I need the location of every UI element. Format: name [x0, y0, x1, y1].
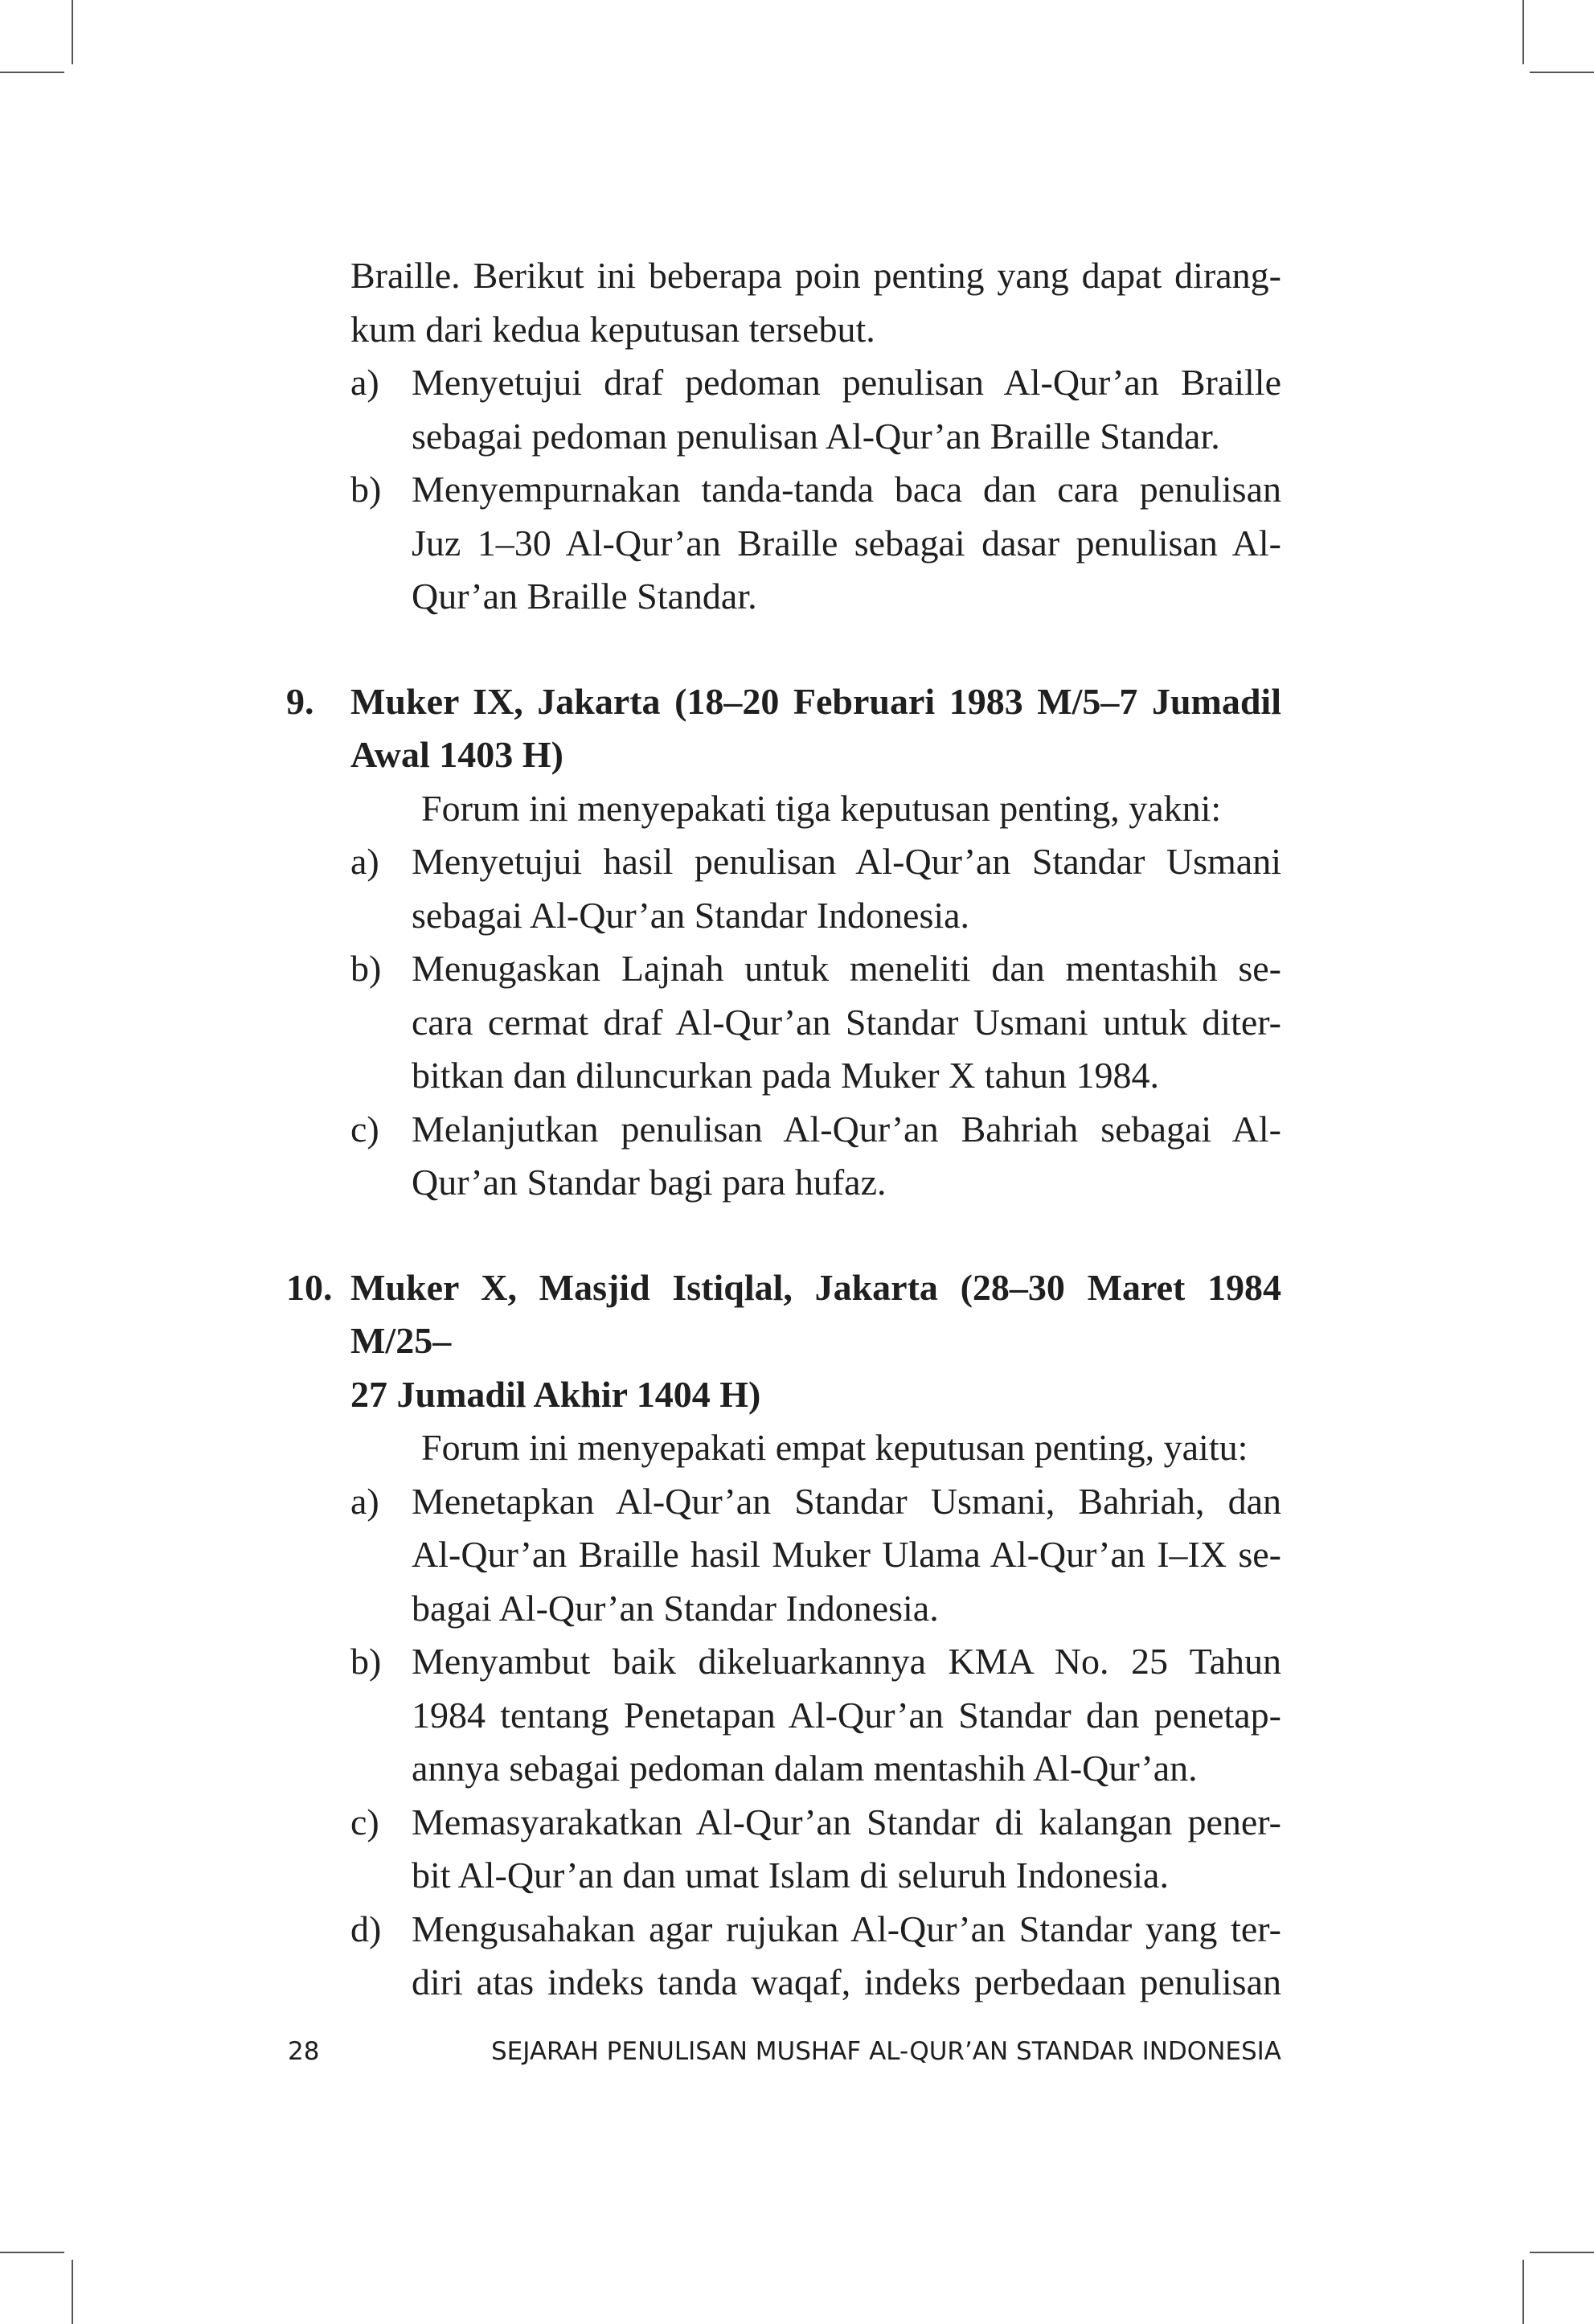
text-line: Qur’an Standar bagi para hufaz.	[412, 1162, 887, 1203]
text-line: Menetapkan Al-Qur’an Standar Usmani, Bahriah, dan	[412, 1480, 1281, 1522]
list-item	[350, 1475, 1281, 1636]
text-line: Braille. Berikut ini beberapa poin penting yang dapat dirang-	[350, 255, 1281, 296]
section-title: 27 Jumadil Akhir 1404 H)	[350, 1373, 761, 1415]
text-line: Menyempurnakan tanda-tanda baca dan cara penulisan	[412, 469, 1281, 510]
text-line: Menyetujui hasil penulisan Al-Qur’an Standar Usmani	[412, 841, 1281, 882]
list-item	[350, 1796, 1281, 1903]
text-line: Menugaskan Lajnah untuk meneliti dan mentashih se-	[412, 948, 1281, 989]
list-marker: c)	[350, 1801, 379, 1842]
section-number: 9.	[286, 680, 314, 722]
crop-mark	[1530, 2252, 1594, 2253]
text-line: bitkan dan diluncurkan pada Muker X tahun 1984.	[412, 1055, 1159, 1096]
text-line: Qur’an Braille Standar.	[412, 576, 757, 617]
section-10	[286, 1261, 1281, 2010]
text-line: kum dari kedua keputusan tersebut.	[350, 308, 875, 350]
text-line: sebagai pedoman penulisan Al-Qur’an Braille Standar.	[412, 415, 1220, 457]
text-line: Melanjutkan penulisan Al-Qur’an Bahriah sebagai Al-	[412, 1108, 1281, 1150]
list-item	[350, 1103, 1281, 1210]
list-item	[350, 1635, 1281, 1796]
text-line: annya sebagai pedoman dalam mentashih Al-Qur’an.	[412, 1748, 1198, 1789]
text-line: Al-Qur’an Braille hasil Muker Ulama Al-Qur’an I–IX se-	[412, 1534, 1281, 1575]
list-item	[350, 942, 1281, 1103]
text-line: Menyetujui draf pedoman penulisan Al-Qur’an Braille	[412, 362, 1281, 403]
list-marker: a)	[350, 1480, 379, 1522]
intro-paragraph	[350, 249, 1281, 356]
section-9	[286, 675, 1281, 1210]
list-marker: a)	[350, 362, 379, 403]
text-line: Menyambut baik dikeluarkannya KMA No. 25 Tahun	[412, 1641, 1281, 1682]
crop-mark	[0, 72, 64, 73]
crop-mark	[0, 2252, 64, 2253]
text-line: 1984 tentang Penetapan Al-Qur’an Standar dan penetap-	[412, 1694, 1281, 1736]
text-line: bit Al-Qur’an dan umat Islam di seluruh Indonesia.	[412, 1855, 1169, 1896]
text-line: diri atas indeks tanda waqaf, indeks perbedaan penulisan	[412, 1961, 1281, 2002]
text-line: cara cermat draf Al-Qur’an Standar Usmani untuk diter-	[412, 1001, 1281, 1043]
text-line: Memasyarakatkan Al-Qur’an Standar di kalangan pener-	[412, 1801, 1281, 1842]
list-marker: c)	[350, 1108, 379, 1150]
section-lead: Forum ini menyepakati tiga keputusan penting, yakni:	[421, 787, 1222, 829]
list-item	[350, 463, 1281, 624]
text-line: Juz 1–30 Al-Qur’an Braille sebagai dasar penulisan Al-	[412, 522, 1281, 564]
page-number: 28	[288, 2037, 320, 2066]
crop-mark	[1530, 72, 1594, 73]
crop-mark	[1522, 2260, 1524, 2324]
list-item	[350, 1903, 1281, 2010]
crop-mark	[72, 0, 73, 64]
list-item	[350, 835, 1281, 942]
section-lead: Forum ini menyepakati empat keputusan penting, yaitu:	[421, 1427, 1248, 1468]
section-title: Muker IX, Jakarta (18–20 Februari 1983 M/5–7 Jumadil	[350, 680, 1281, 722]
section-title: Awal 1403 H)	[350, 734, 563, 775]
running-title: SEJARAH PENULISAN MUSHAF AL-QUR’AN STANDAR INDONESIA	[490, 2037, 1281, 2066]
crop-mark	[72, 2260, 73, 2324]
page-footer	[288, 2037, 1281, 2076]
list-marker: d)	[350, 1908, 382, 1949]
list-marker: b)	[350, 1641, 382, 1682]
list-item	[350, 356, 1281, 463]
text-line: Mengusahakan agar rujukan Al-Qur’an Standar yang ter-	[412, 1908, 1281, 1949]
text-line: sebagai Al-Qur’an Standar Indonesia.	[412, 894, 970, 936]
section-number: 10.	[286, 1266, 333, 1308]
list-marker: a)	[350, 841, 379, 882]
list-marker: b)	[350, 948, 382, 989]
section-title: Muker X, Masjid Istiqlal, Jakarta (28–30 Maret 1984 M/25–	[350, 1266, 1281, 1361]
crop-mark	[1522, 0, 1524, 64]
page-body	[286, 249, 1281, 2010]
text-line: bagai Al-Qur’an Standar Indonesia.	[412, 1587, 939, 1629]
list-marker: b)	[350, 469, 382, 510]
